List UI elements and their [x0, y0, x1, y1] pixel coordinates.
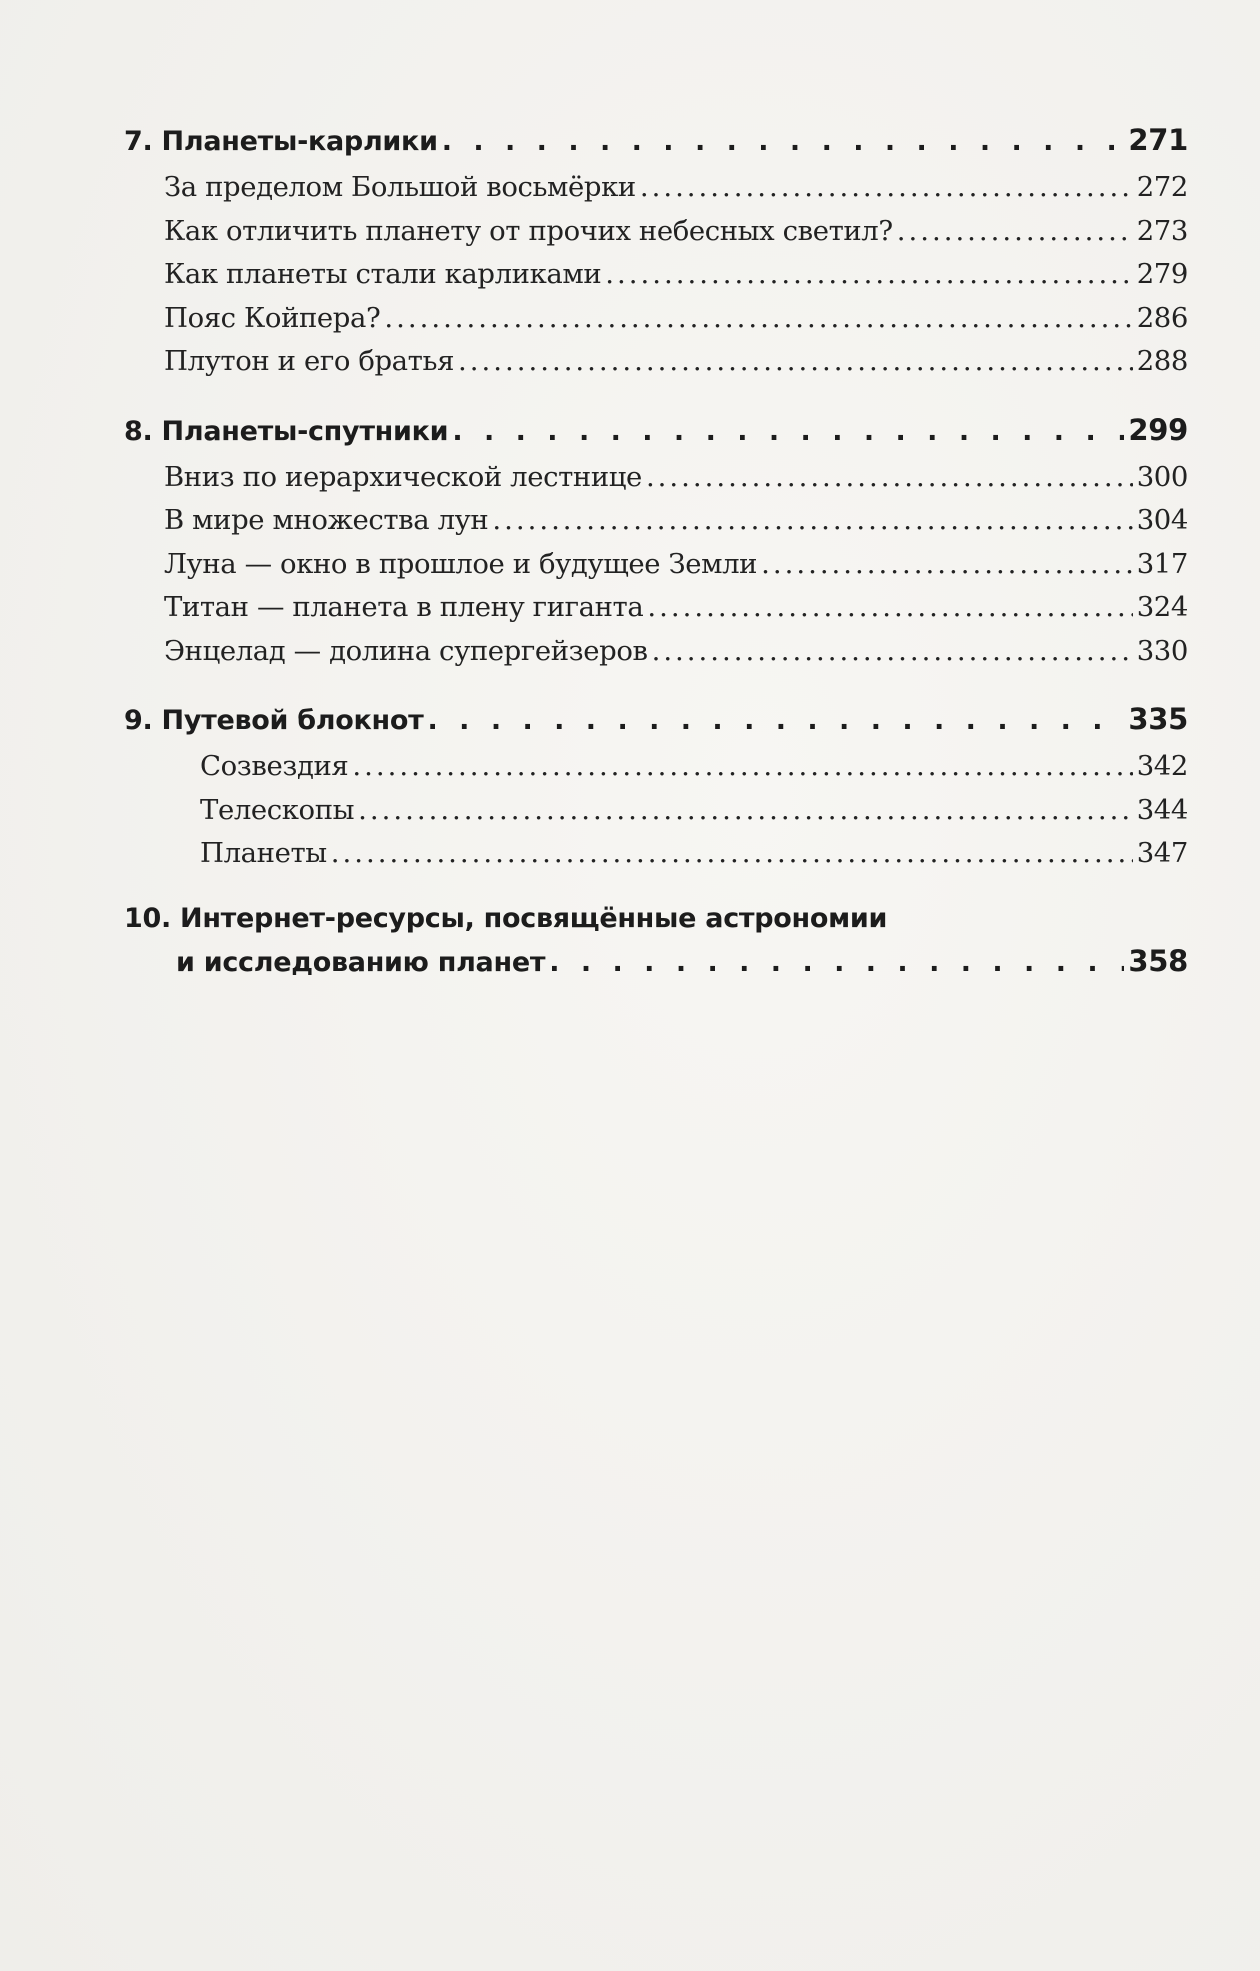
chapter-page-number: 358 [1128, 943, 1188, 978]
section-title: Луна — окно в прошлое и будущее Земли [164, 547, 758, 580]
dot-leader [652, 630, 1133, 674]
section-page-number: 272 [1136, 171, 1188, 203]
section-title: Вниз по иерархической лестнице [164, 460, 642, 493]
chapter-page-number: 271 [1128, 123, 1188, 157]
dot-leader [384, 297, 1132, 341]
dot-leader [897, 210, 1133, 254]
dot-leader [452, 408, 1124, 456]
section-title: Телескопы [200, 793, 355, 826]
section-page-number: 288 [1136, 345, 1188, 377]
section-entry [124, 745, 1188, 789]
section-entry [124, 166, 1188, 210]
chapter-title: 8. Планеты-спутники [124, 415, 449, 447]
dot-leader [549, 942, 1124, 984]
dot-leader [458, 340, 1133, 384]
section-page-number: 273 [1136, 214, 1188, 247]
section-title: Титан — планета в плену гиганта [164, 591, 644, 623]
dot-leader [352, 745, 1132, 789]
section-entry [124, 630, 1188, 674]
chapter-title: 9. Путевой блокнот [124, 705, 424, 736]
section-page-number: 347 [1136, 837, 1188, 869]
chapter-heading-line-1 [124, 898, 1188, 940]
section-title: Пояс Койпера? [164, 301, 381, 334]
dot-leader [358, 789, 1133, 833]
section-page-number: 279 [1136, 258, 1188, 290]
dot-leader [640, 166, 1133, 210]
section-title: Планеты [200, 837, 327, 869]
chapter-9 [124, 695, 1188, 876]
section-title: В мире множества лун [164, 504, 489, 536]
chapter-8 [124, 406, 1188, 674]
chapter-title: 7. Планеты-карлики [124, 126, 438, 157]
chapter-10 [124, 898, 1188, 982]
section-page-number: 304 [1136, 504, 1188, 536]
section-title: За пределом Большой восьмёрки [164, 171, 636, 203]
section-title: Плутон и его братья [164, 345, 455, 377]
chapter-heading [124, 695, 1188, 743]
section-page-number: 286 [1136, 301, 1188, 334]
section-entry [124, 297, 1188, 341]
dot-leader [428, 697, 1125, 745]
chapter-7 [124, 116, 1188, 384]
section-entry [124, 789, 1188, 833]
chapter-title-line-1: 10. Интернет-ресурсы, посвящённые астрономии [124, 902, 888, 934]
dot-leader [442, 118, 1125, 166]
dot-leader [646, 456, 1133, 500]
dot-leader [492, 499, 1132, 543]
section-entry [124, 499, 1188, 543]
section-page-number: 324 [1136, 591, 1188, 623]
section-entry [124, 832, 1188, 876]
section-page-number: 344 [1136, 793, 1188, 826]
section-page-number: 330 [1136, 634, 1188, 667]
section-page-number: 317 [1136, 547, 1188, 580]
section-title: Как отличить планету от прочих небесных светил? [164, 214, 893, 247]
section-title: Энцелад — долина супергейзеров [164, 634, 648, 667]
dot-leader [331, 832, 1133, 876]
section-title: Как планеты стали карликами [164, 258, 602, 290]
section-page-number: 300 [1136, 460, 1188, 493]
chapter-heading [124, 406, 1188, 454]
dot-leader [647, 586, 1132, 630]
section-entry [124, 340, 1188, 384]
chapter-page-number: 335 [1128, 702, 1188, 736]
section-entry [124, 253, 1188, 297]
section-title: Созвездия [200, 750, 349, 782]
section-entry [124, 210, 1188, 254]
chapter-heading-line-2 [124, 940, 1188, 982]
section-entry [124, 456, 1188, 500]
chapter-title-line-2: и исследованию планет [176, 946, 546, 978]
chapter-page-number: 299 [1128, 412, 1188, 447]
section-entry [124, 586, 1188, 630]
section-entry [124, 543, 1188, 587]
section-page-number: 342 [1136, 750, 1188, 782]
chapter-heading [124, 116, 1188, 164]
dot-leader [605, 253, 1132, 297]
dot-leader [761, 543, 1133, 587]
